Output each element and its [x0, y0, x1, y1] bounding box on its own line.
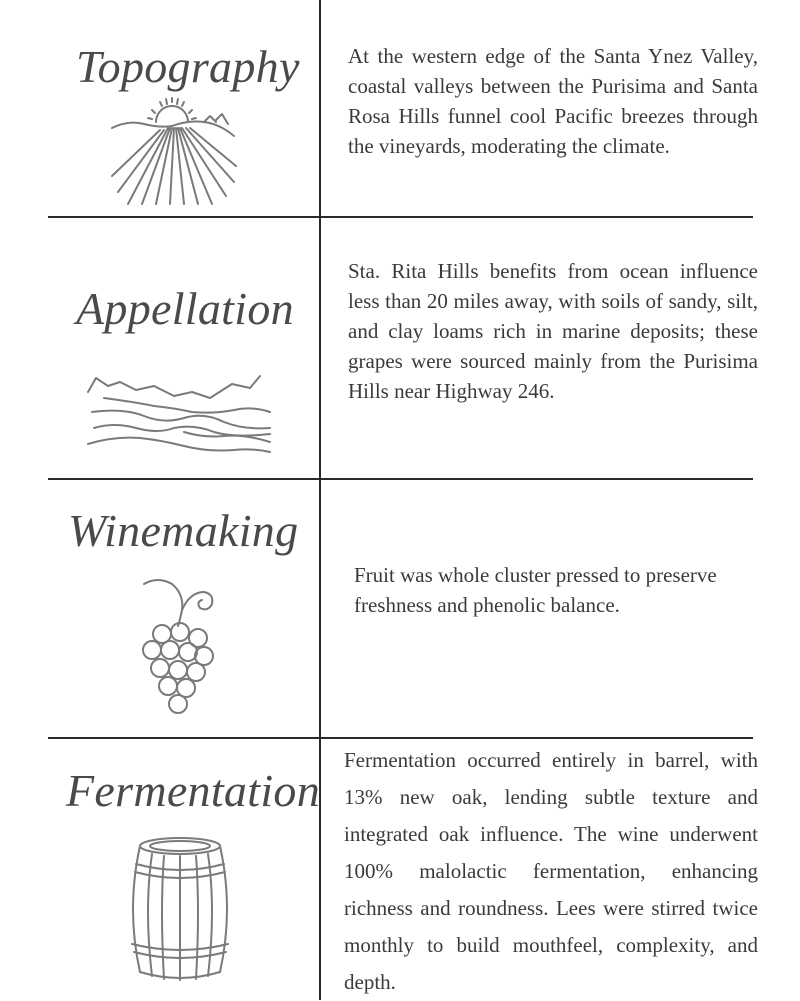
divider-vertical	[319, 0, 321, 1000]
divider-3	[48, 737, 753, 739]
section-text: At the western edge of the Santa Ynez Valley, coastal valleys between the Purisima and Santa Rosa Hills funnel cool Pacific breezes through the vineyards, moderating the climate.	[348, 44, 758, 158]
grape-cluster-icon	[138, 576, 220, 718]
divider-1	[48, 216, 753, 218]
section-text: Fruit was whole cluster pressed to preserve freshness and phenolic balance.	[354, 563, 717, 617]
section-text: Fermentation occurred entirely in barrel, with 13% new oak, lending subtle texture and integrated oak influence. The wine underwent 100% malolactic fermentation, enhancing richness and roundness. Lees were stirred twice monthly to build mouthfeel, complexity, and depth.	[344, 748, 758, 994]
section-title: Winemaking	[68, 505, 299, 556]
sunrise-vineyard-icon	[108, 96, 238, 206]
divider-2	[48, 478, 753, 480]
section-title: Topography	[76, 41, 300, 92]
section-title: Appellation	[76, 283, 294, 334]
wine-barrel-icon	[126, 834, 234, 984]
section-text: Sta. Rita Hills benefits from ocean influence less than 20 miles away, with soils of sandy, silt, and clay loams rich in marine deposits; these grapes were sourced mainly from the Purisima Hills near Highway 246.	[348, 259, 758, 403]
hills-landscape-icon	[84, 372, 274, 458]
section-title: Fermentation	[66, 765, 320, 816]
